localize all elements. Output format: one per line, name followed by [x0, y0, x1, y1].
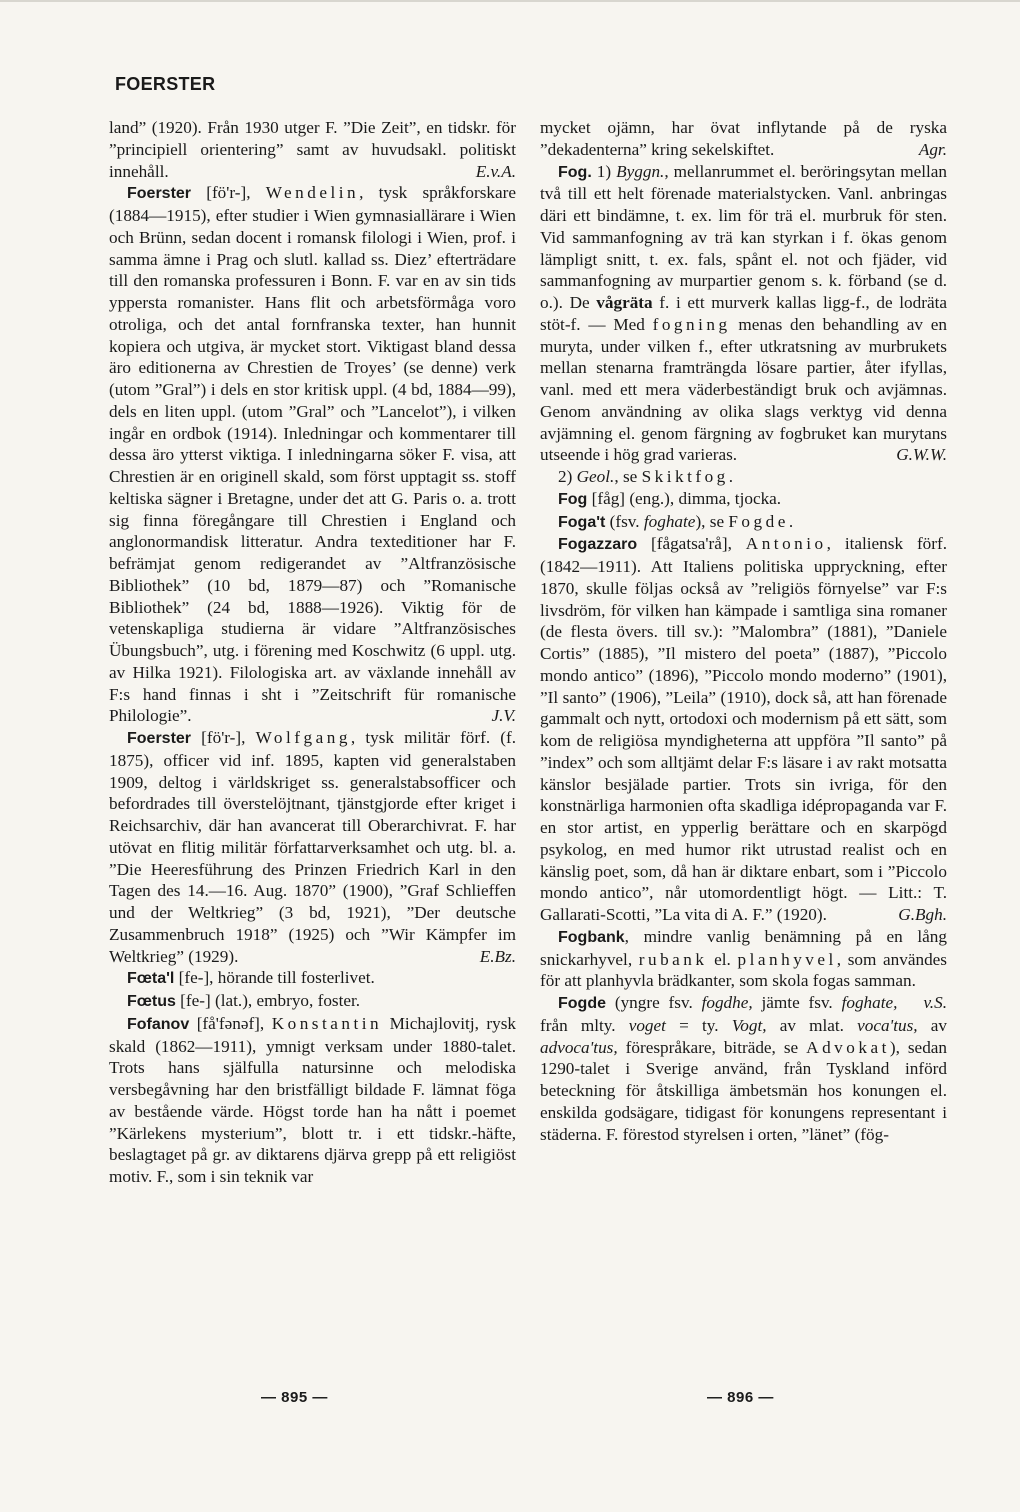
entry-text: [fåg] (eng.), dimma, tjocka. — [587, 488, 782, 508]
entry-headword: Foerster — [127, 730, 192, 747]
entry-headword: Foerster — [127, 185, 192, 203]
entry-headword: Foga't — [558, 513, 606, 531]
entry-fogde — [540, 992, 947, 1145]
running-head: FOERSTER — [115, 74, 216, 94]
entry-spaced-name: Konstantin — [271, 1013, 383, 1033]
entry-text: [fe-], hörande till fosterlivet. — [174, 968, 375, 988]
entry-foerster-wendelin — [109, 182, 516, 727]
entry-fogat — [540, 511, 947, 534]
entry-foetal — [109, 967, 516, 990]
entry-text: 1) — [591, 161, 617, 181]
entry-bold-term: vågräta — [596, 293, 653, 312]
entry-text: ), se — [695, 511, 729, 531]
entry-paragraph — [540, 117, 947, 161]
entry-text: . — [728, 467, 734, 486]
entry-headword: Fogde — [558, 995, 606, 1012]
entry-spaced-term: planhyvel — [737, 949, 837, 969]
entry-text: land” (1920). Från 1930 utger F. ”Die Zeit”, en tidskr. för ”principiell orientering” samt av huvudsakl. politiskt innehåll. — [109, 118, 516, 181]
entry-text: . — [788, 511, 794, 531]
entry-text: av — [917, 1015, 947, 1035]
entry-text: menas den behandling av en muryta, under vilken f., efter utkratsning av murbrukets mellan stenarna framträngda lösare partier, åter ifyllas, vanl. med ett mera väderbeständigt bruk och avjämnas. Genom användning av olika slags verktyg vid denna avjämning el. genom färgning av fogbruket kan murytans utseende i hög grad varieras. — [540, 314, 947, 465]
entry-text: = ty. — [665, 1015, 732, 1035]
entry-headword: Fog — [558, 490, 588, 508]
entry-spaced-term: fogning — [652, 314, 731, 334]
author-signature: E.Bz. — [479, 946, 516, 966]
entry-text: f. i ett murverk kallas ligg-f., de lodräta stöt-f. — Med — [540, 293, 947, 334]
entry-cross-reference: Skiktfog — [641, 467, 729, 486]
entry-fog — [540, 161, 947, 467]
author-signature: Agr. — [918, 139, 947, 159]
page-number-right: — 896 — — [707, 1389, 774, 1406]
author-signature: J.V. — [491, 706, 516, 726]
entry-text: ), sedan 1290-talet i Sverige använd, från Tyskland införd beteckning för åtskilliga ämbetsmän hos konungen el. enskilda godsägare, tidigast för konungens representant i städerna. F. förestod styrelsen i orten, ”länet” (fög- — [540, 1037, 948, 1144]
entry-text: mycket ojämn, har övat inflytande på de ryska ”dekadenterna” kring sekelskiftet. — [540, 118, 947, 159]
entry-headword: Fogazzaro — [558, 536, 638, 554]
author-signature: v.S. — [923, 993, 947, 1012]
entry-text: el. — [707, 949, 738, 969]
right-column — [540, 117, 947, 1145]
entry-italic: voget — [628, 1015, 666, 1035]
author-signature: E.v.A. — [475, 161, 516, 181]
entry-pronunciation: [fågatsa'rå], — [637, 534, 746, 554]
entry-text: 2) — [558, 467, 577, 486]
entry-headword: Fog. — [558, 163, 592, 181]
entry-text: förespråkare, biträde, se — [617, 1037, 807, 1057]
entry-fog-geol — [540, 466, 947, 488]
entry-pronunciation: [få'fənəf], — [189, 1013, 272, 1033]
entry-text: , som användes för att planhyvla brädkanter, som skola fogas samman. — [540, 949, 947, 991]
author-signature: G.Bgh. — [898, 905, 947, 924]
entry-pronunciation: [fö'r-], — [191, 728, 256, 747]
entry-text: , italiensk förf. (1842—1911). Att Italiens politiska uppryckning, efter 1870, skulle följas också av ”religiös förnyelse” var F:s livsdröm, för vilken han kämpade i samtliga sina romaner (de flesta övers. till sv.): ”Malombra” (1881), ”Daniele Cortis” (1885), ”Il mistero del poeta” (1887), ”Piccolo mondo antico” (1896), ”Piccolo mondo moderno” (1901), ”Il santo” (1906), ”Leila” (1910), dock så, att han förenade gammalt och nytt, ortodoxi och modernism på ett sätt, som kom de religiösa myndigheterna att uppföra ”Il santo” på ”index” och som alltjämt delar F:s läsare i av rakt motsatta känslor besjälade partier. Trots sin ivriga, för den konstnärliga harmonien ofta skadliga idépropaganda var F. en stor artist, en ypperlig berättare och en skarpögd psykolog, en med humor rikt utrustad realist och en känslig poet, som, då han är diktare enbart, som i ”Piccolo mondo antico”, når utomordentligt högt. — Litt.: T. Gallarati-Scotti, ”La vita di A. F.” (1920). — [540, 534, 947, 924]
entry-spaced-name: Wolfgang — [255, 728, 351, 747]
entry-italic: foghate — [643, 511, 696, 531]
page-number-left: — 895 — — [261, 1389, 328, 1406]
entry-headword: Fœta'l — [127, 970, 175, 988]
entry-headword: Fœtus — [127, 993, 176, 1010]
entry-text: , mindre vanlig benämning på en lång snickarhyvel, — [540, 926, 947, 969]
entry-text: jämte fsv. — [752, 993, 842, 1012]
entry-spaced-term: rubank — [638, 949, 708, 969]
entry-paragraph — [109, 117, 516, 182]
entry-text: , mellanrummet el. beröringsytan mellan två till ett helt förenade materialstycken. Vanl. anbringas däri ett bindämne, t. ex. lim för trä el. murbruk för sten. Vid sammanfogning av trä kan styrkan i f. ökas genom lämpligt snitt, t. ex. fals, spånt el. not och fjäder, vid sammanfogning av murpartier genom s. k. förband (se d. o.). De — [540, 161, 947, 312]
entry-text: (yngre fsv. — [606, 993, 702, 1012]
entry-text: Michajlovitj, rysk skald (1862—1911), ymnigt verksam under 1880-talet. Trots hans själfulla natursinne och melodiska versbegåvning har den bristfälligt bildade F. lämnat föga av bestående värde. Högst torde han ha nått i poemet ”Kärlekens mysterium”, blott tr. i ett tidskr.-häfte, beslagtaget på gr. av diktarens djärva grepp på ett religiöst motiv. F., som i sin teknik var — [109, 1013, 516, 1186]
entry-foerster-wolfgang — [109, 727, 516, 967]
entry-text: (fsv. — [605, 511, 644, 531]
entry-foetus — [109, 990, 516, 1013]
entry-text: [fe-] (lat.), embryo, foster. — [175, 991, 361, 1010]
entry-spaced-name: Antonio — [745, 534, 827, 554]
entry-italic: advoca'tus, — [540, 1037, 618, 1057]
entry-pronunciation: [fö'r-], — [191, 183, 266, 203]
entry-headword: Fofanov — [127, 1015, 190, 1033]
entry-spaced-name: Wendelin — [265, 183, 360, 203]
entry-text: av mlat. — [766, 1015, 858, 1035]
entry-cross-reference: Fogde — [728, 511, 789, 531]
entry-italic: Geol. — [576, 467, 615, 486]
entry-cross-reference: Advokat — [806, 1037, 890, 1057]
top-rule — [0, 0, 1020, 2]
entry-text: från mlty. — [540, 1015, 629, 1035]
entry-text: , tysk militär förf. (f. 1875), officer vid inf. 1895, kapten vid generalstaben 1909, deltog i världskriget ss. generalstabsofficer och befordrades till överstelöjtnant, tjänstgjorde efter kriget i Reichsarchiv, där han avancerat till Oberarchivrat. F. har utövat en flitig militär författarverksamhet och utg. bl. a. ”Die Heeresführung des Prinzen Friedrich Karl in den Tagen des 14.—16. Aug. 1870” (1900), ”Graf Schlieffen und der Weltkrieg” (3 bd, 1921), ”Der deutsche Zusammenbruch 1918” (1925) och ”Wir Kämpfer im Weltkrieg” (1929). — [109, 728, 517, 966]
entry-text: , se — [614, 467, 642, 486]
entry-fogazzaro — [540, 533, 947, 926]
entry-fofanov — [109, 1013, 516, 1188]
author-signature: G.W.W. — [896, 445, 947, 465]
entry-italic: Vogt, — [731, 1015, 767, 1035]
entry-headword: Fogbank — [558, 928, 625, 946]
entry-italic: Byggn. — [616, 161, 665, 181]
left-column — [109, 117, 516, 1188]
entry-italic: voca'tus, — [857, 1015, 918, 1035]
entry-text: , tysk språkforskare (1884—1915), efter studier i Wien gymnasiallärare i Wien och Brünn, sedan docent i romansk filologi i Wien, prof. i samma ämne i Prag och slutl. kallad ss. Diez’ efterträdare till den romanska professuren i Bonn. F. var en av sin tids yppersta romanister. Hans flit och arbetsförmåga voro otroliga, och det antal fornfranska texter, han hunnit kopiera och utgiva, är mycket stort. Viktigast bland dessa äro editionerna av Chrestien de Troyes’ (se denne) verk (utom ”Gral”) i dels en stor kritisk uppl. (4 bd, 1884—99), dels en liten uppl. (utom ”Gral” och ”Lancelot”), i vilken ingår en ordbok (1914). Inledningar och kommentarer till dessa äro ytterst viktiga. I inledningarna söker F. visa, att Chrestien är en originell skald, som först upptagit ss. stoff keltiska sägner i Bretagne, under det att G. Paris o. a. trott sig finna föregångare till Chrestien i England och anglonormandisk litteratur. Andra texteditioner har F. befrämjat genom redigerandet av ”Altfranzösische Bibliothek” (10 bd, 1879—87) och ”Romanische Bibliothek” (24 bd, 1888—1926). Viktig för de vetenskapliga studierna är vidare ”Altfranzösisches Übungsbuch”, utg. i förening med Koschwitz (6 uppl. utg. av Hilka 1921). Filologiska art. av växlande innehåll av F:s hand finnas i sht i ”Zeitschrift für romanische Philologie”. — [109, 183, 516, 726]
entry-fog-eng — [540, 488, 947, 511]
entry-italic: foghate, — [841, 993, 898, 1012]
entry-italic: fogdhe, — [701, 993, 753, 1012]
